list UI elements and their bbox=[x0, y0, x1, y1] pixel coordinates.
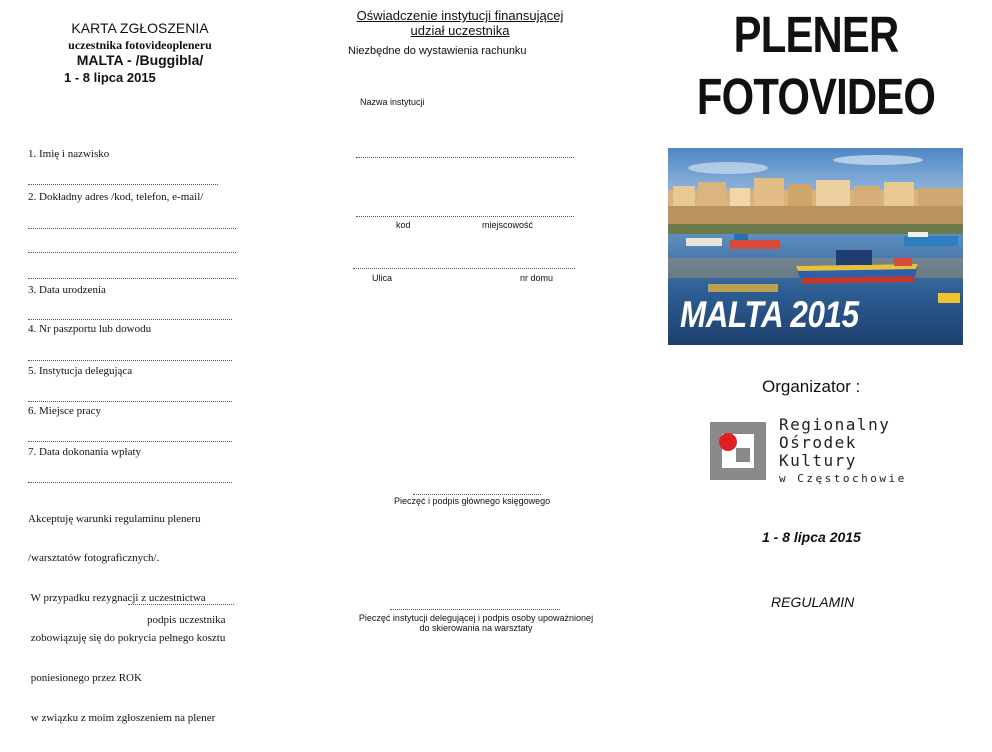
organizer-name-line: Regionalny bbox=[779, 415, 891, 434]
postcode-label: kod bbox=[396, 220, 411, 230]
street-line[interactable] bbox=[353, 268, 575, 269]
city-label: miejscowość bbox=[482, 220, 534, 230]
organizer-name bbox=[779, 416, 890, 470]
photo-caption: MALTA 2015 bbox=[680, 294, 859, 335]
form-location: MALTA - /Buggibla/ bbox=[76, 52, 204, 68]
field-name-line[interactable] bbox=[28, 184, 218, 185]
event-dates: 1 - 8 lipca 2015 bbox=[762, 529, 861, 545]
signature-label: podpis uczestnika bbox=[147, 614, 226, 626]
terms-line: poniesionego przez ROK bbox=[28, 672, 142, 685]
terms-line: Akceptuję warunki regulaminu pleneru bbox=[28, 512, 201, 525]
delegating-stamp-line[interactable] bbox=[390, 609, 560, 610]
organizer-city: w Częstochowie bbox=[779, 472, 907, 485]
field-payment-date-line[interactable] bbox=[28, 482, 232, 483]
field-institution-line[interactable] bbox=[28, 401, 232, 402]
postcode-city-line[interactable] bbox=[356, 216, 574, 217]
accountant-signature-label: Pieczęć i podpis głównego księgowego bbox=[394, 496, 551, 506]
terms-line: /warsztatów fotograficznych/. bbox=[28, 552, 160, 565]
accountant-signature-line[interactable] bbox=[413, 494, 541, 495]
organizer-label: Organizator : bbox=[762, 377, 861, 396]
terms-line: zobowiązuję się do pokrycia pełnego kosztu bbox=[28, 632, 226, 645]
regulamin-label[interactable]: REGULAMIN bbox=[771, 594, 855, 610]
terms-line: W przypadku rezygnacji z uczestnictwa bbox=[28, 592, 206, 605]
field-birthdate-line[interactable] bbox=[28, 319, 232, 320]
statement-title-line2: udział uczestnika bbox=[410, 23, 510, 38]
form-subtitle: uczestnika fotovideopleneru bbox=[68, 38, 212, 52]
institution-name-line[interactable] bbox=[356, 157, 574, 158]
institution-name-label: Nazwa instytucji bbox=[360, 97, 425, 107]
field-label-workplace: 6. Miejsce pracy bbox=[28, 405, 101, 417]
form-dates: 1 - 8 lipca 2015 bbox=[64, 70, 156, 85]
statement-title: Oświadczenie instytucji finansującej bbox=[356, 8, 564, 23]
field-label-address: 2. Dokładny adres /kod, telefon, e-mail/ bbox=[28, 191, 204, 203]
field-label-name: 1. Imię i nazwisko bbox=[28, 148, 110, 160]
headline-plener: PLENER bbox=[733, 6, 899, 63]
organizer-name-line: Ośrodek bbox=[779, 433, 857, 452]
field-passport-line[interactable] bbox=[28, 360, 232, 361]
field-address-line[interactable] bbox=[28, 278, 236, 279]
terms-line: w związku z moim zgłoszeniem na plener bbox=[28, 712, 216, 725]
field-label-passport: 4. Nr paszportu lub dowodu bbox=[28, 323, 152, 335]
organizer-name-line: Kultury bbox=[779, 451, 857, 470]
delegating-stamp-label: Pieczęć instytucji delegującej i podpis osoby upoważnionej bbox=[358, 613, 594, 623]
field-label-birthdate: 3. Data urodzenia bbox=[28, 284, 106, 296]
field-address-line[interactable] bbox=[28, 228, 236, 229]
field-workplace-line[interactable] bbox=[28, 441, 232, 442]
house-number-label: nr domu bbox=[520, 273, 554, 283]
field-label-payment-date: 7. Data dokonania wpłaty bbox=[28, 446, 142, 458]
delegating-stamp-label-line2: do skierowania na warsztaty bbox=[419, 623, 533, 633]
rok-logo-icon bbox=[706, 418, 770, 484]
form-title: KARTA ZGŁOSZENIA bbox=[71, 20, 209, 36]
statement-subtitle: Niezbędne do wystawienia rachunku bbox=[348, 45, 527, 57]
street-label: Ulica bbox=[372, 273, 393, 283]
headline-fotovideo: FOTOVIDEO bbox=[696, 68, 936, 125]
field-address-line[interactable] bbox=[28, 252, 236, 253]
signature-line[interactable] bbox=[128, 604, 234, 605]
field-label-institution: 5. Instytucja delegująca bbox=[28, 365, 133, 377]
malta-harbour-photo bbox=[668, 148, 963, 345]
